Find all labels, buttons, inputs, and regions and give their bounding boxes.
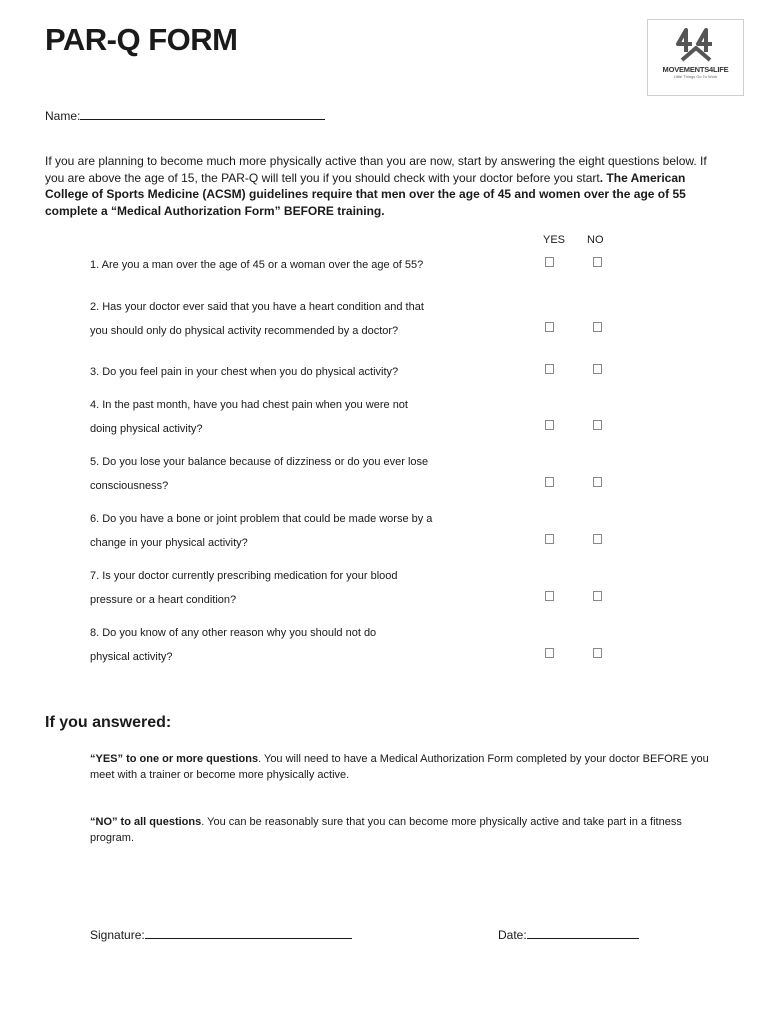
q4-no-checkbox[interactable] <box>593 420 602 430</box>
question-7 <box>90 564 398 612</box>
yes-result-paragraph <box>90 751 715 783</box>
question-2 <box>90 295 424 343</box>
q5-yes-checkbox[interactable] <box>545 477 554 487</box>
signature-line[interactable] <box>145 926 352 939</box>
question-line: 2. Has your doctor ever said that you have a heart condition and that <box>90 301 424 313</box>
date-field[interactable] <box>498 926 639 942</box>
question-6 <box>90 507 432 555</box>
yes-result-bold: “YES” to one or more questions <box>90 753 259 765</box>
name-line[interactable] <box>80 107 325 120</box>
no-result-text: . You can be reasonably sure that you can become more physically active and take part in a fitness program. <box>90 816 682 844</box>
q3-yes-checkbox[interactable] <box>545 364 554 374</box>
q1-yes-checkbox[interactable] <box>545 257 554 267</box>
q3-no-checkbox[interactable] <box>593 364 602 374</box>
question-line: 7. Is your doctor currently prescribing medication for your blood <box>90 570 398 582</box>
logo-tagline: Little Things Go To Work <box>673 74 718 79</box>
name-field[interactable] <box>45 107 325 123</box>
company-logo <box>647 19 744 96</box>
question-line: 8. Do you know of any other reason why you should not do <box>90 627 377 639</box>
question-line: change in your physical activity? <box>90 537 248 549</box>
question-line: 5. Do you lose your balance because of dizziness or do you ever lose <box>90 456 429 468</box>
yes-result-text: . You will need to have a Medical Authorization Form completed by your doctor BEFORE you meet with a trainer or become more physically active. <box>90 753 709 781</box>
q8-yes-checkbox[interactable] <box>545 648 554 658</box>
question-1 <box>90 253 423 277</box>
date-label: Date: <box>498 928 527 942</box>
question-line: 1. Are you a man over the age of 45 or a woman over the age of 55? <box>90 259 424 271</box>
question-line: 6. Do you have a bone or joint problem that could be made worse by a <box>90 513 433 525</box>
question-3 <box>90 360 398 384</box>
question-8 <box>90 621 376 669</box>
q4-yes-checkbox[interactable] <box>545 420 554 430</box>
form-title: PAR-Q FORM <box>45 22 238 57</box>
signature-label: Signature: <box>90 928 145 942</box>
no-column-header: NO <box>587 234 604 246</box>
intro-text: If you are planning to become much more physically active than you are now, start by answering the eight questions below. If you are above the age of 15, the PAR-Q will tell you if you should check with your doctor before you start <box>45 154 707 185</box>
logo-text: MOVEMENTS4LIFE <box>662 65 729 74</box>
signature-field[interactable] <box>90 926 352 942</box>
question-line: you should only do physical activity recommended by a doctor? <box>90 325 399 337</box>
no-result-bold: “NO” to all questions <box>90 816 202 828</box>
q5-no-checkbox[interactable] <box>593 477 602 487</box>
intro-paragraph <box>45 153 720 219</box>
question-line: 4. In the past month, have you had chest pain when you were not <box>90 399 408 411</box>
name-label: Name: <box>45 109 81 123</box>
intro-bold-text: . The American College of Sports Medicine (ACSM) guidelines require that men over the age of 45 and women over the age of 55 complete a “Medical Authorization Form” BEFORE training. <box>45 170 686 218</box>
date-line[interactable] <box>527 926 639 939</box>
question-line: 3. Do you feel pain in your chest when you do physical activity? <box>90 366 399 378</box>
question-line: consciousness? <box>90 480 169 492</box>
question-5 <box>90 450 428 498</box>
q8-no-checkbox[interactable] <box>593 648 602 658</box>
question-4 <box>90 393 408 441</box>
question-line: doing physical activity? <box>90 423 203 435</box>
results-heading: If you answered: <box>45 714 172 731</box>
q6-no-checkbox[interactable] <box>593 534 602 544</box>
no-result-paragraph <box>90 814 715 846</box>
q7-yes-checkbox[interactable] <box>545 591 554 601</box>
q2-yes-checkbox[interactable] <box>545 322 554 332</box>
q2-no-checkbox[interactable] <box>593 322 602 332</box>
question-line: physical activity? <box>90 651 173 663</box>
q6-yes-checkbox[interactable] <box>545 534 554 544</box>
q1-no-checkbox[interactable] <box>593 257 602 267</box>
q7-no-checkbox[interactable] <box>593 591 602 601</box>
question-line: pressure or a heart condition? <box>90 594 237 606</box>
yes-column-header: YES <box>543 234 566 246</box>
logo-mark-icon <box>648 22 745 70</box>
